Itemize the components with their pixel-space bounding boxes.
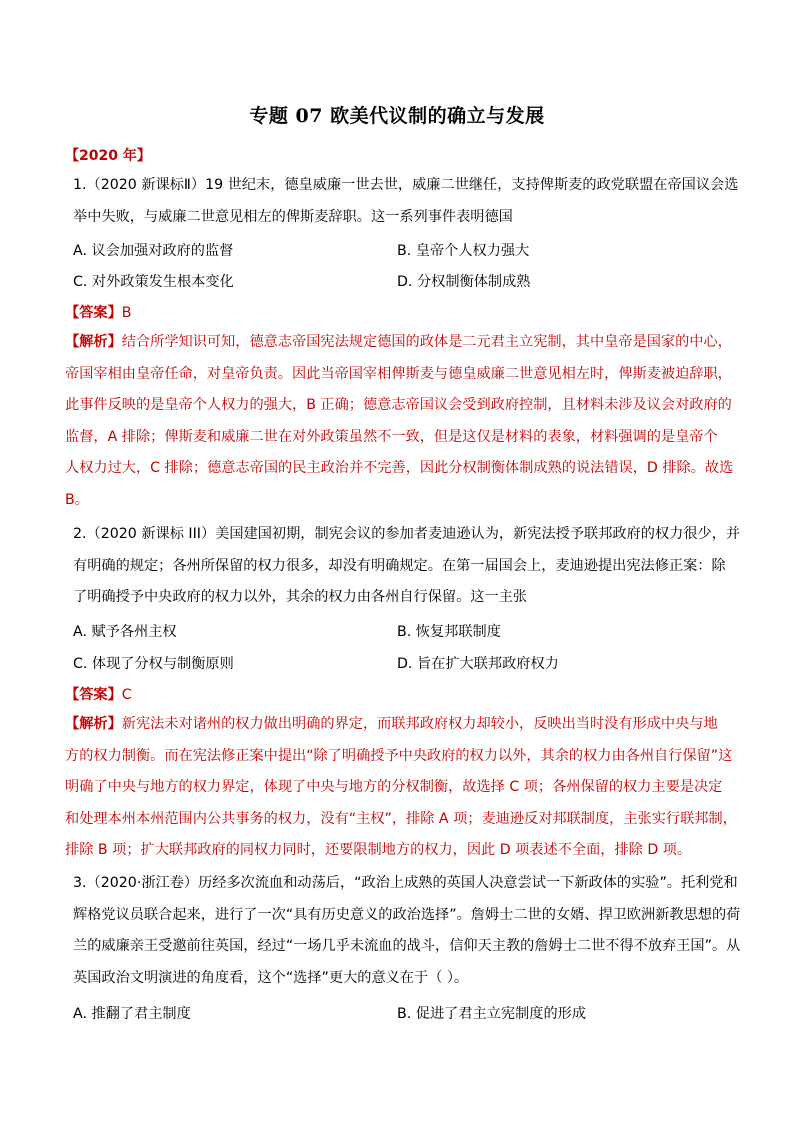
question-2-line: 2.（2020 新课标 III）美国建国初期，制宪会议的参加者麦迪逊认为，新宪法授予联邦政府的权力很少，并 xyxy=(73,526,741,542)
question-2-analysis xyxy=(65,709,735,867)
analysis-line: 新宪法未对诸州的权力做出明确的界定，而联邦政府权力却较小，反映出当时没有形成中央与地 xyxy=(121,716,718,732)
analysis-line: B。 xyxy=(65,491,89,508)
analysis-line: 帝国宰相由皇帝任命，对皇帝负责。因此当帝国宰相俾斯麦与德皇威廉二世意见相左时，俾斯麦被迫辞职， xyxy=(65,365,732,382)
analysis-tag: 【解析】 xyxy=(65,716,122,732)
question-3-line: 辉格党议员联合起来，进行了一次“具有历史意义的政治选择”。詹姆士二世的女婿、捍卫欧洲新教思想的荷 xyxy=(73,906,741,923)
question-3-stem xyxy=(73,868,741,994)
question-2-line: 有明确的规定；各州所保留的权力很多，却没有明确规定。在第一届国会上，麦迪逊提出宪法修正案：除 xyxy=(73,557,726,574)
answer-tag: 【答案】 xyxy=(65,305,122,321)
question-2-option-c: C. 体现了分权与制衡原则 xyxy=(73,656,234,672)
question-1-option-b: B. 皇帝个人权力强大 xyxy=(397,243,530,259)
analysis-line: 明确了中央与地方的权力界定，体现了中央与地方的分权制衡，故选择 C 项；各州保留的权力主要是决定 xyxy=(65,779,723,796)
question-2-answer xyxy=(65,684,132,704)
question-1-option-a: A. 议会加强对政府的监督 xyxy=(73,243,234,259)
question-1-answer xyxy=(65,302,132,322)
analysis-line: 结合所学知识可知，德意志帝国宪法规定德国的政体是二元君主立宪制，其中皇帝是国家的中心， xyxy=(121,334,732,350)
analysis-line: 和处理本州本州范围内公共事务的权力，没有“主权”，排除 A 项；麦迪逊反对邦联制度，主张实行联邦制， xyxy=(65,810,737,827)
question-3-option-b: B. 促进了君主立宪制度的形成 xyxy=(397,1006,587,1022)
question-2-line: 了明确授予中央政府的权力以外，其余的权力由各州自行保留。这一主张 xyxy=(73,589,528,606)
question-3-line: 兰的威廉亲王受邀前往英国，经过“一场几乎未流血的战斗，信仰天主教的詹姆士二世不得不放弃王国”。从 xyxy=(73,938,741,955)
page-title: 专题 07 欧美代议制的确立与发展 xyxy=(249,105,545,127)
question-2-option-a: A. 赋予各州主权 xyxy=(73,624,177,640)
section-heading-2020: 【2020 年】 xyxy=(65,148,151,164)
question-2-stem xyxy=(73,519,741,614)
question-1-line: 1.（2020 新课标Ⅱ）19 世纪末，德皇威廉一世去世，威廉二世继任，支持俾斯麦的政党联盟在帝国议会选 xyxy=(73,177,739,193)
question-3-option-a: A. 推翻了君主制度 xyxy=(73,1006,191,1022)
question-1-option-c: C. 对外政策发生根本变化 xyxy=(73,274,234,290)
analysis-line: 排除 B 项；扩大联邦政府的同权力同时，还要限制地方的权力，因此 D 项表述不全面，排除 D 项。 xyxy=(65,842,692,859)
analysis-line: 人权力过大，C 排除；德意志帝国的民主政治并不完善，因此分权制衡体制成熟的说法错误，D 排除。故选 xyxy=(65,460,734,477)
answer-value: C xyxy=(121,687,132,703)
question-3-line: 英国政治文明演进的角度看，这个“选择”更大的意义在于（ ）。 xyxy=(73,969,469,986)
question-3-line: 3.（2020·浙江卷）历经多次流血和动荡后，“政治上成熟的英国人决意尝试一下新政体的实验”。托利党和 xyxy=(73,875,738,891)
analysis-line: 此事件反映的是皇帝个人权力的强大，B 正确；德意志帝国议会受到政府控制，且材料未涉及议会对政府的 xyxy=(65,397,732,414)
question-1-stem xyxy=(73,170,739,233)
answer-tag: 【答案】 xyxy=(65,687,122,703)
question-1-line: 举中失败，与威廉二世意见相左的俾斯麦辞职。这一系列事件表明德国 xyxy=(73,208,513,225)
question-2-option-b: B. 恢复邦联制度 xyxy=(397,624,501,640)
analysis-line: 监督，A 排除；俾斯麦和威廉二世在对外政策虽然不一致，但是这仅是材料的表象，材料强调的是皇帝个 xyxy=(65,428,718,445)
analysis-line: 方的权力制衡。而在宪法修正案中提出“除了明确授予中央政府的权力以外，其余的权力由各州自行保留”这 xyxy=(65,747,733,764)
question-2-option-d: D. 旨在扩大联邦政府权力 xyxy=(397,656,559,672)
answer-value: B xyxy=(121,305,132,321)
analysis-tag: 【解析】 xyxy=(65,334,122,350)
question-1-analysis xyxy=(65,327,735,517)
question-1-option-d: D. 分权制衡体制成熟 xyxy=(397,274,531,290)
